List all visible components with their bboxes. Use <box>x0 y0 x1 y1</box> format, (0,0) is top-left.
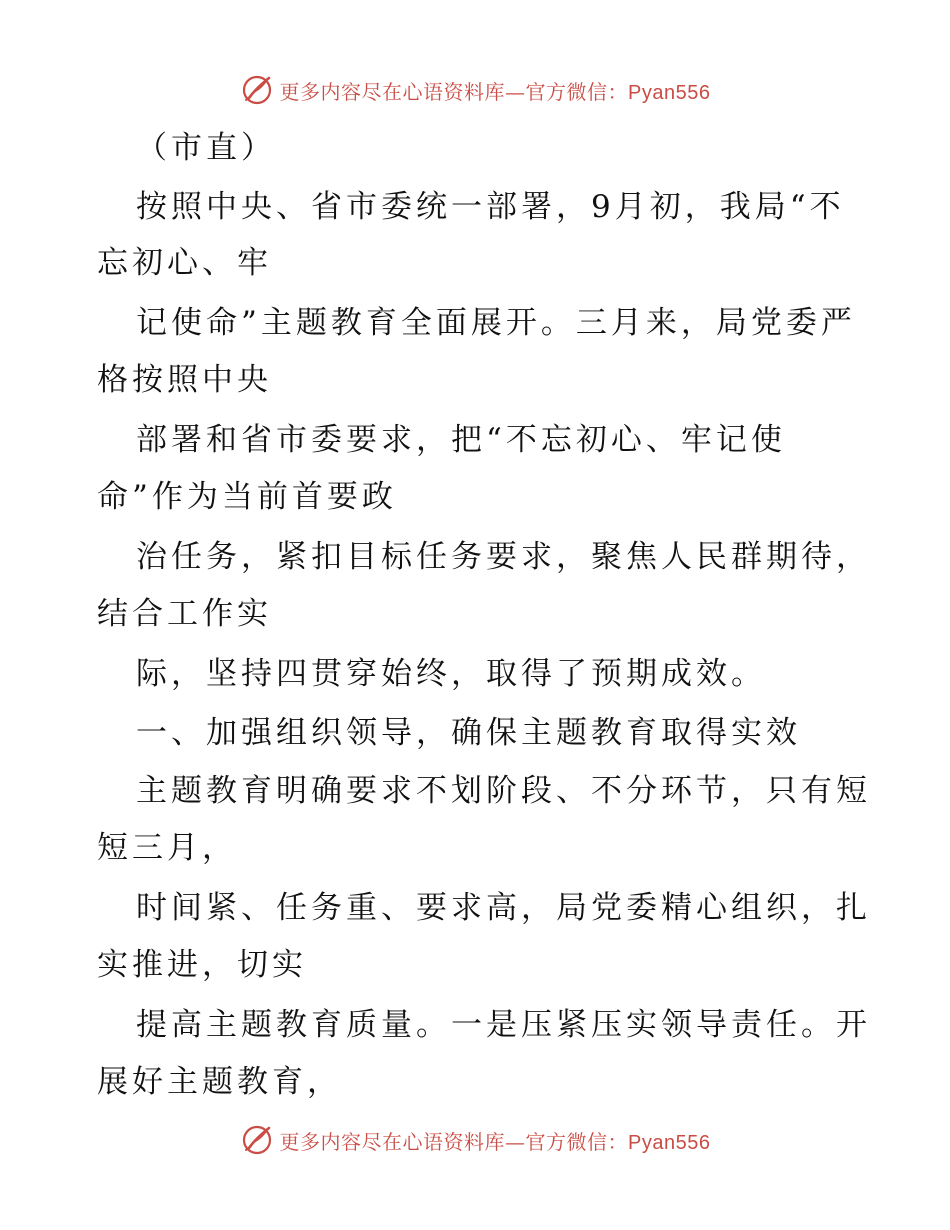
watermark-wechat-id: Pyan556 <box>628 81 711 104</box>
feather-quill-logo-icon <box>240 1123 274 1157</box>
section-heading: 一、加强组织领导，确保主题教育取得实效 <box>136 715 801 751</box>
text-line: （市直） <box>136 130 276 166</box>
text-line: 时间紧、任务重、要求高，局党委精心组织，扎 <box>136 890 871 926</box>
watermark-text-cn: 更多内容尽在心语资料库—官方微信： <box>279 79 629 104</box>
text-line: 记使命”主题教育全面展开。三月来，局党委严 <box>136 305 856 341</box>
text-line: 治任务，紧扣目标任务要求，聚焦人民群期待， <box>136 539 871 575</box>
watermark-text-cn: 更多内容尽在心语资料库—官方微信： <box>279 1129 629 1154</box>
watermark-text <box>280 1126 711 1155</box>
text-line: 主题教育明确要求不划阶段、不分环节，只有短 <box>136 773 871 809</box>
text-line: 短三月， <box>97 830 237 866</box>
text-line: 实推进，切实 <box>97 947 307 983</box>
text-line: 忘初心、牢 <box>97 245 272 281</box>
text-line: 格按照中央 <box>97 362 272 398</box>
text-line: 命”作为当前首要政 <box>97 479 397 515</box>
text-line: 提高主题教育质量。一是压紧压实领导责任。开 <box>136 1007 871 1043</box>
footer-watermark <box>0 1120 950 1160</box>
text-line: 部署和省市委要求，把“不忘初心、牢记使 <box>136 422 786 458</box>
text-line: 际，坚持四贯穿始终，取得了预期成效。 <box>136 656 766 692</box>
text-line: 结合工作实 <box>97 596 272 632</box>
watermark-wechat-id: Pyan556 <box>628 1131 711 1154</box>
text-line: 按照中央、省市委统一部署，9月初，我局“不 <box>136 189 845 225</box>
text-line: 展好主题教育， <box>97 1064 342 1100</box>
